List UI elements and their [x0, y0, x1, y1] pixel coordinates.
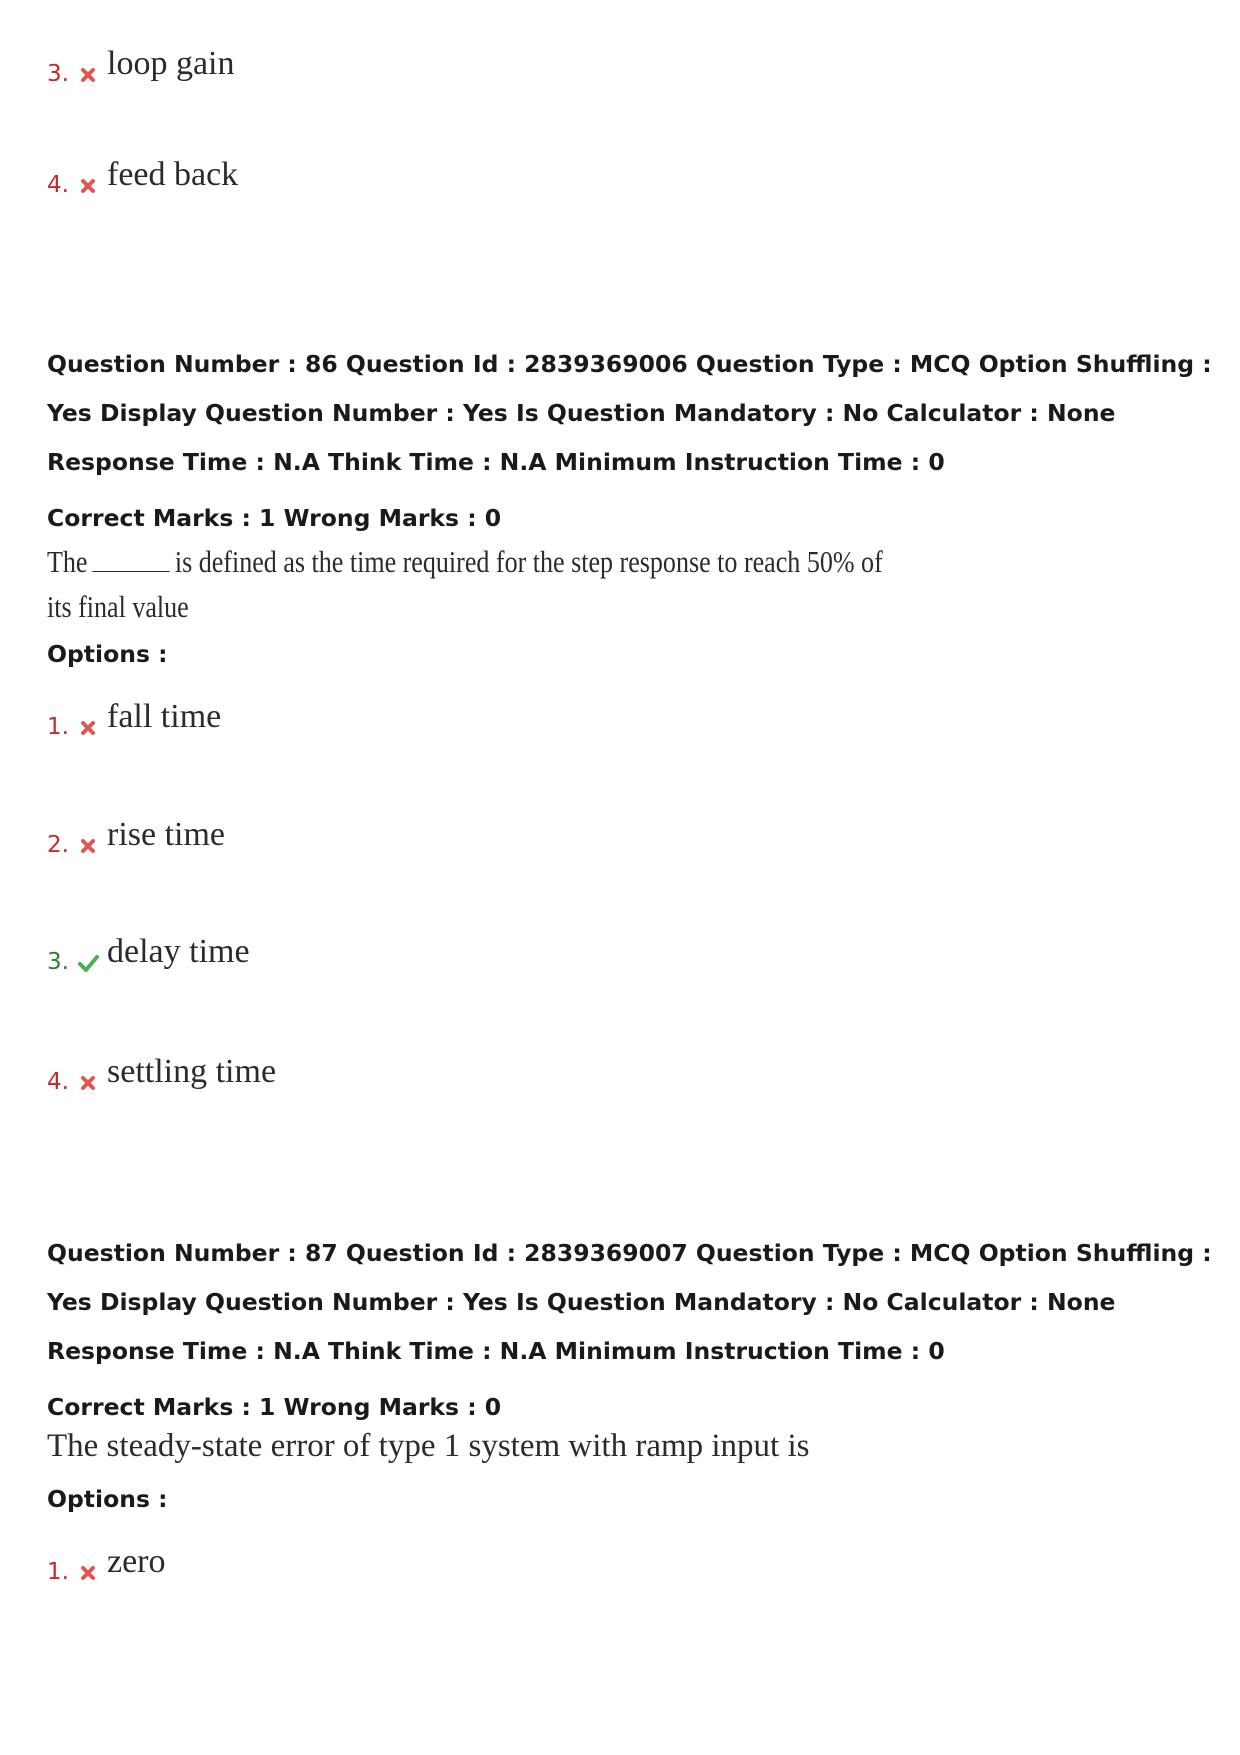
- question-meta: Question Number : 87 Question Id : 2839369007 Question Type : MCQ Option Shuffling : Yes Display Question Number : Yes Is Question Mandatory : No Calculator : None Response Time : N.A Think Time : N.A Minimum Instruction Time : 0: [47, 1239, 1212, 1365]
- option-number: 1.: [47, 714, 69, 740]
- cross-icon: [77, 1562, 99, 1584]
- question-text: The steady-state error of type 1 system with ramp input is: [47, 1428, 810, 1464]
- question-marks: Correct Marks : 1 Wrong Marks : 0: [47, 1393, 502, 1421]
- question-text-start: The: [47, 544, 88, 579]
- option-number: 2.: [47, 832, 69, 858]
- question-text: [47, 539, 887, 629]
- options-label: Options :: [47, 640, 168, 668]
- option-number: 4.: [47, 1069, 69, 1095]
- fill-in-blank: [93, 571, 170, 572]
- cross-icon: [77, 175, 99, 197]
- option-number: 4.: [47, 172, 69, 198]
- options-label: Options :: [47, 1485, 168, 1513]
- option-number: 1.: [47, 1559, 69, 1585]
- option-text: loop gain: [107, 45, 235, 82]
- option-number: 3.: [47, 61, 69, 87]
- cross-icon: [77, 64, 99, 86]
- question-meta: Question Number : 86 Question Id : 2839369006 Question Type : MCQ Option Shuffling : Yes Display Question Number : Yes Is Question Mandatory : No Calculator : None Response Time : N.A Think Time : N.A Minimum Instruction Time : 0: [47, 350, 1212, 476]
- option-text: fall time: [107, 698, 222, 735]
- option-number: 3.: [47, 949, 69, 975]
- cross-icon: [77, 1072, 99, 1094]
- cross-icon: [77, 717, 99, 739]
- option-text: settling time: [107, 1053, 277, 1090]
- question-marks: Correct Marks : 1 Wrong Marks : 0: [47, 504, 502, 532]
- option-text: feed back: [107, 156, 239, 193]
- option-text: zero: [107, 1543, 166, 1580]
- check-icon: [77, 952, 99, 974]
- option-text: rise time: [107, 816, 226, 853]
- cross-icon: [77, 835, 99, 857]
- question-text-end: is defined as the time required for the step response to reach 50% of its final value: [47, 544, 883, 624]
- option-text: delay time: [107, 933, 250, 970]
